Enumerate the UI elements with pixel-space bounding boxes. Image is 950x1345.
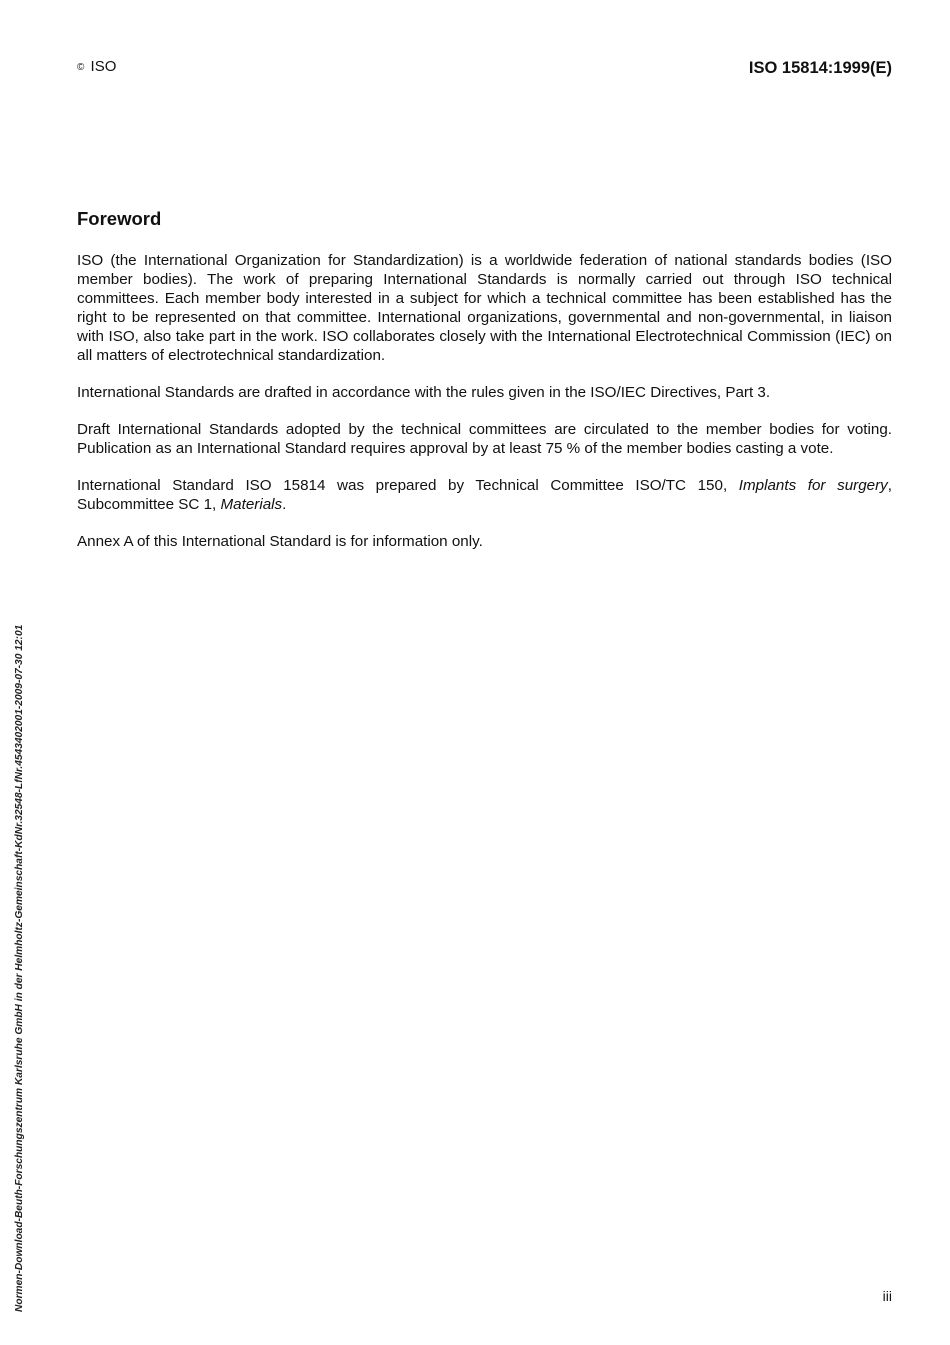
download-stamp: Normen-Download-Beuth-Forschungszentrum Karlsruhe GmbH in der Helmholtz-Gemeinschaft-KdNr.32548-LfNr.4543402001-2009-07-30 12:01 <box>14 624 25 1312</box>
foreword-body <box>77 251 892 569</box>
committee-name: Implants for surgery <box>738 477 888 494</box>
document-id: ISO 15814:1999(E) <box>748 59 892 77</box>
section-title: Foreword <box>77 208 162 229</box>
subcommittee-name: Materials <box>220 496 283 513</box>
paragraph-voting: Draft International Standards adopted by the technical committees are circulated to the member bodies for voting. Publication as an International Standard requires approval by at least 75 % of the member bodies casting a vote. <box>77 421 892 457</box>
copyright-notice <box>77 58 116 77</box>
paragraph-annex: Annex A of this International Standard is for information only. <box>77 533 483 550</box>
committee-text-after: . <box>282 496 287 513</box>
committee-text-before: International Standard ISO 15814 was prepared by Technical Committee ISO/TC 150, <box>77 477 739 494</box>
paragraph-committee <box>77 476 892 514</box>
copyright-symbol: © <box>77 62 85 73</box>
committee-text-middle: , Subcommittee SC 1, <box>77 477 892 513</box>
page-number: iii <box>882 1288 892 1304</box>
publisher-name: ISO <box>90 58 117 75</box>
paragraph-iso-description: ISO (the International Organization for Standardization) is a worldwide federation of national standards bodies (ISO member bodies). The work of preparing International Standards is normally carried out through ISO technical committees. Each member body interested in a subject for which a technical committee has been established has the right to be represented on that committee. International organizations, governmental and non-governmental, in liaison with ISO, also take part in the work. ISO collaborates closely with the International Electrotechnical Commission (IEC) on all matters of electrotechnical standardization. <box>77 252 892 364</box>
paragraph-drafting-rules: International Standards are drafted in accordance with the rules given in the ISO/IEC Directives, Part 3. <box>77 384 771 401</box>
